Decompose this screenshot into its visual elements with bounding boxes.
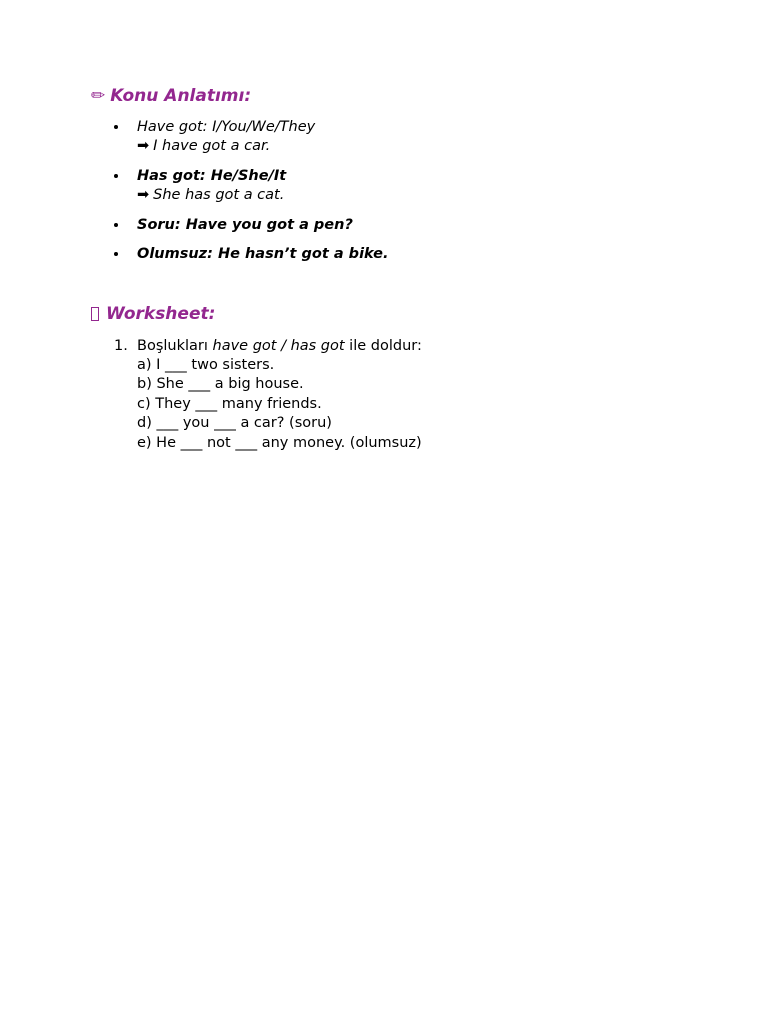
konu-heading-title: Konu Anlatımı: [110,86,252,106]
list-item-main: Olumsuz: He hasn’t got a bike. [137,246,389,262]
list-item-main: Have got: I/You/We/They [137,119,316,135]
exercise-number: 1. [114,338,128,354]
exercise-instruction [137,337,422,355]
list-item-example-text: She has got a cat. [153,187,285,203]
worksheet-heading [91,304,215,324]
exercise-question: a) I ___ two sisters. [137,357,275,373]
list-item-example [137,186,284,204]
instruction-prefix: Boşlukları [137,338,213,354]
exercise-question: b) She ___ a big house. [137,376,304,392]
worksheet-heading-title: Worksheet: [106,304,216,324]
list-item-main: Soru: Have you got a pen? [137,217,353,233]
pencil-icon: ✏ [91,86,106,106]
bullet-dot-icon [114,223,118,227]
bullet-dot-icon [114,174,118,178]
instruction-suffix: ile doldur: [344,338,422,354]
exercise-question: c) They ___ many friends. [137,396,322,412]
bullet-dot-icon [114,125,118,129]
arrow-right-icon: ➡ [137,187,150,203]
missing-glyph-icon [91,307,99,321]
instruction-emphasis: have got / has got [212,338,345,354]
list-item-example-text: I have got a car. [153,138,271,154]
exercise-question: e) He ___ not ___ any money. (olumsuz) [137,435,422,451]
list-item-main: Has got: He/She/It [137,168,287,184]
arrow-right-icon: ➡ [137,138,150,154]
konu-heading [91,86,251,106]
bullet-dot-icon [114,252,118,256]
exercise-question: d) ___ you ___ a car? (soru) [137,415,332,431]
list-item-example [137,137,270,155]
